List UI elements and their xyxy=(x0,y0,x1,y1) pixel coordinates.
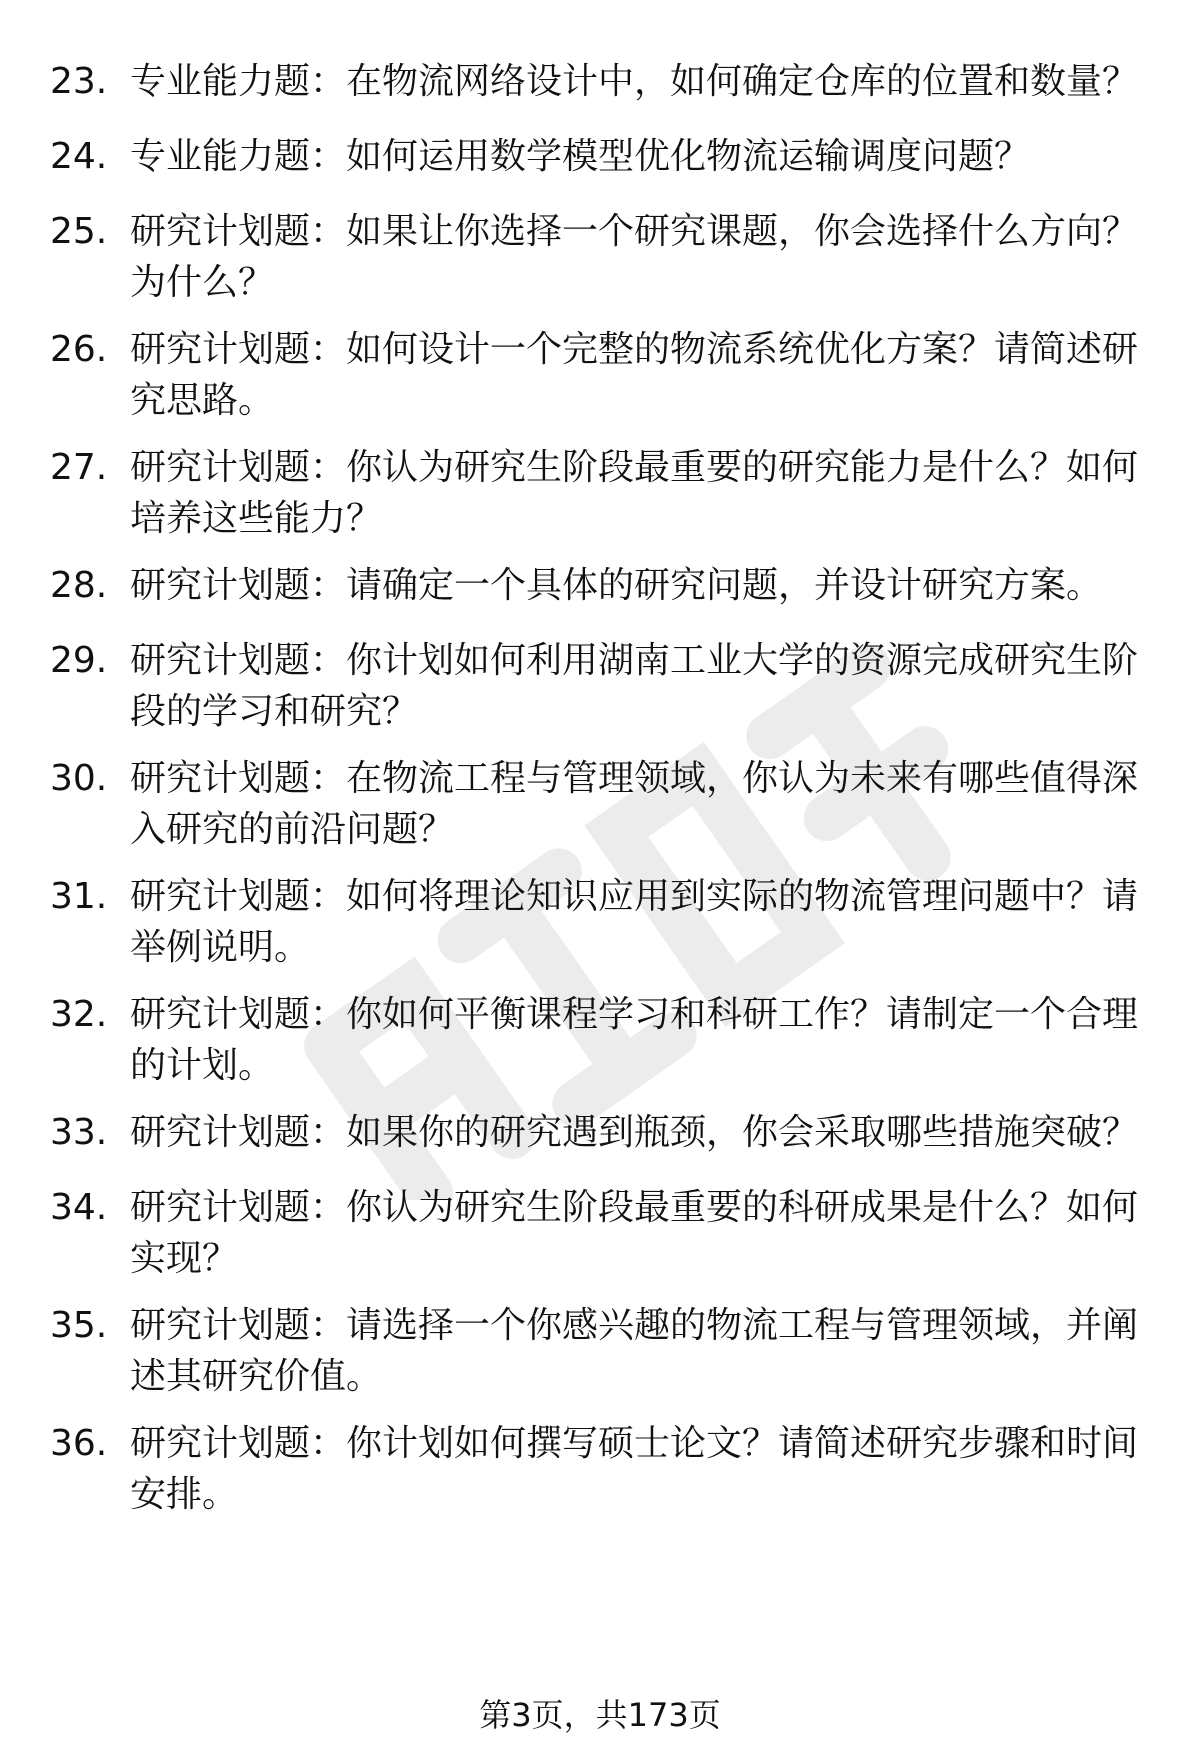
question-number: 31. xyxy=(50,876,108,917)
question-text: 研究计划题：请确定一个具体的研究问题，并设计研究方案。 xyxy=(130,565,1103,606)
question-number: 26. xyxy=(50,329,108,370)
question-text: 专业能力题：如何运用数学模型优化物流运输调度问题？ xyxy=(130,136,1031,177)
question-text: 研究计划题：你计划如何撰写硕士论文？请简述研究步骤和时间安排。 xyxy=(130,1423,1139,1515)
question-number: 28. xyxy=(50,565,108,606)
question-number: 30. xyxy=(50,758,108,799)
question-number: 34. xyxy=(50,1187,108,1228)
question-text: 研究计划题：如果让你选择一个研究课题，你会选择什么方向？为什么？ xyxy=(130,211,1139,303)
question-number: 35. xyxy=(50,1305,108,1346)
question-text: 研究计划题：在物流工程与管理领域，你认为未来有哪些值得深入研究的前沿问题？ xyxy=(130,758,1139,850)
question-text: 研究计划题：你认为研究生阶段最重要的研究能力是什么？如何培养这些能力？ xyxy=(130,447,1139,539)
question-number: 24. xyxy=(50,136,108,177)
question-number: 25. xyxy=(50,211,108,252)
question-number: 29. xyxy=(50,640,108,681)
question-text: 研究计划题：如何设计一个完整的物流系统优化方案？请简述研究思路。 xyxy=(130,329,1139,421)
question-text: 研究计划题：如何将理论知识应用到实际的物流管理问题中？请举例说明。 xyxy=(130,876,1139,968)
question-text: 研究计划题：如果你的研究遇到瓶颈，你会采取哪些措施突破？ xyxy=(130,1112,1139,1153)
question-text: 研究计划题：请选择一个你感兴趣的物流工程与管理领域，并阐述其研究价值。 xyxy=(130,1305,1139,1397)
question-number: 33. xyxy=(50,1112,108,1153)
question-text: 专业能力题：在物流网络设计中，如何确定仓库的位置和数量？ xyxy=(130,61,1139,102)
question-number: 32. xyxy=(50,994,108,1035)
question-text: 研究计划题：你认为研究生阶段最重要的科研成果是什么？如何实现？ xyxy=(130,1187,1139,1279)
question-number: 36. xyxy=(50,1423,108,1464)
question-number: 27. xyxy=(50,447,108,488)
question-text: 研究计划题：你计划如何利用湖南工业大学的资源完成研究生阶段的学习和研究？ xyxy=(130,640,1139,732)
page-footer: 第3页，共173页 xyxy=(479,1696,721,1734)
question-text: 研究计划题：你如何平衡课程学习和科研工作？请制定一个合理的计划。 xyxy=(130,994,1139,1086)
question-number: 23. xyxy=(50,61,108,102)
